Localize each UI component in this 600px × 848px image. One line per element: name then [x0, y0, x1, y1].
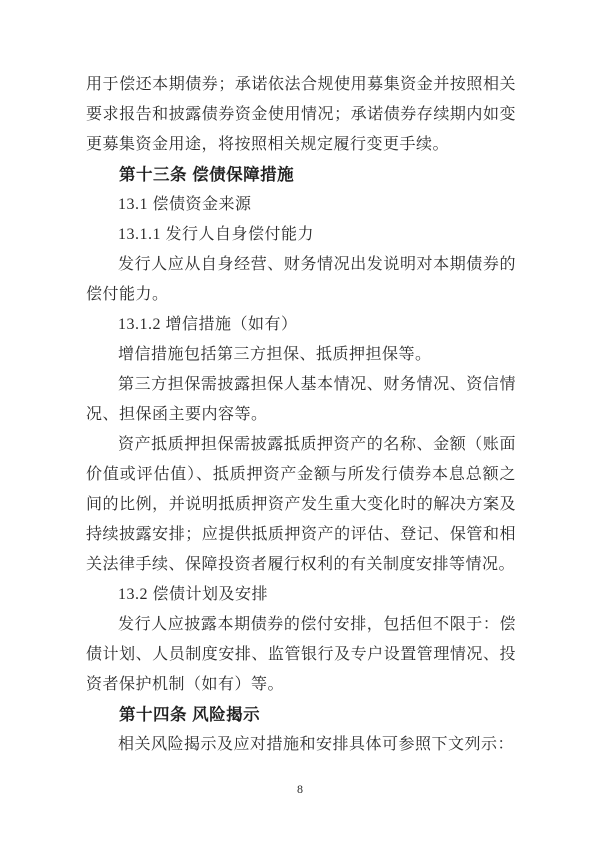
- paragraph-continuation: 用于偿还本期债券；承诺依法合规使用募集资金并按照相关要求报告和披露债券资金使用情况；承诺债券存续期内如变更募集资金用途，将按照相关规定履行变更手续。: [86, 76, 516, 153]
- document-body: [86, 70, 516, 760]
- paragraph: 增信措施包括第三方担保、抵质押担保等。: [118, 346, 432, 363]
- article-heading-14: 第十四条 风险揭示: [119, 706, 261, 724]
- paragraph: 资产抵质押担保需披露抵质押资产的名称、金额（账面价值或评估值）、抵质押资产金额与所发行债券本息总额之间的比例，并说明抵质押资产发生重大变化时的解决方案及持续披露安排；应提供抵质押资产的评估、登记、保管和相关法律手续、保障投资者履行权利的有关制度安排等情况。: [86, 436, 516, 573]
- paragraph: 第三方担保需披露担保人基本情况、财务情况、资信情况、担保函主要内容等。: [86, 376, 516, 423]
- sub-heading-13-1: 13.1 偿债资金来源: [118, 196, 252, 213]
- sub-heading-13-2: 13.2 偿债计划及安排: [118, 586, 269, 603]
- sub-heading-13-1-1: 13.1.1 发行人自身偿付能力: [118, 226, 315, 243]
- sub-heading-13-1-2: 13.1.2 增信措施（如有）: [118, 316, 298, 333]
- paragraph: 发行人应披露本期债券的偿付安排，包括但不限于：偿债计划、人员制度安排、监管银行及专户设置管理情况、投资者保护机制（如有）等。: [86, 616, 516, 693]
- article-heading-13: 第十三条 偿债保障措施: [119, 166, 295, 184]
- paragraph: 发行人应从自身经营、财务情况出发说明对本期债券的偿付能力。: [86, 256, 516, 303]
- page-number: 8: [297, 782, 303, 796]
- paragraph: 相关风险揭示及应对措施和安排具体可参照下文列示：: [118, 736, 515, 753]
